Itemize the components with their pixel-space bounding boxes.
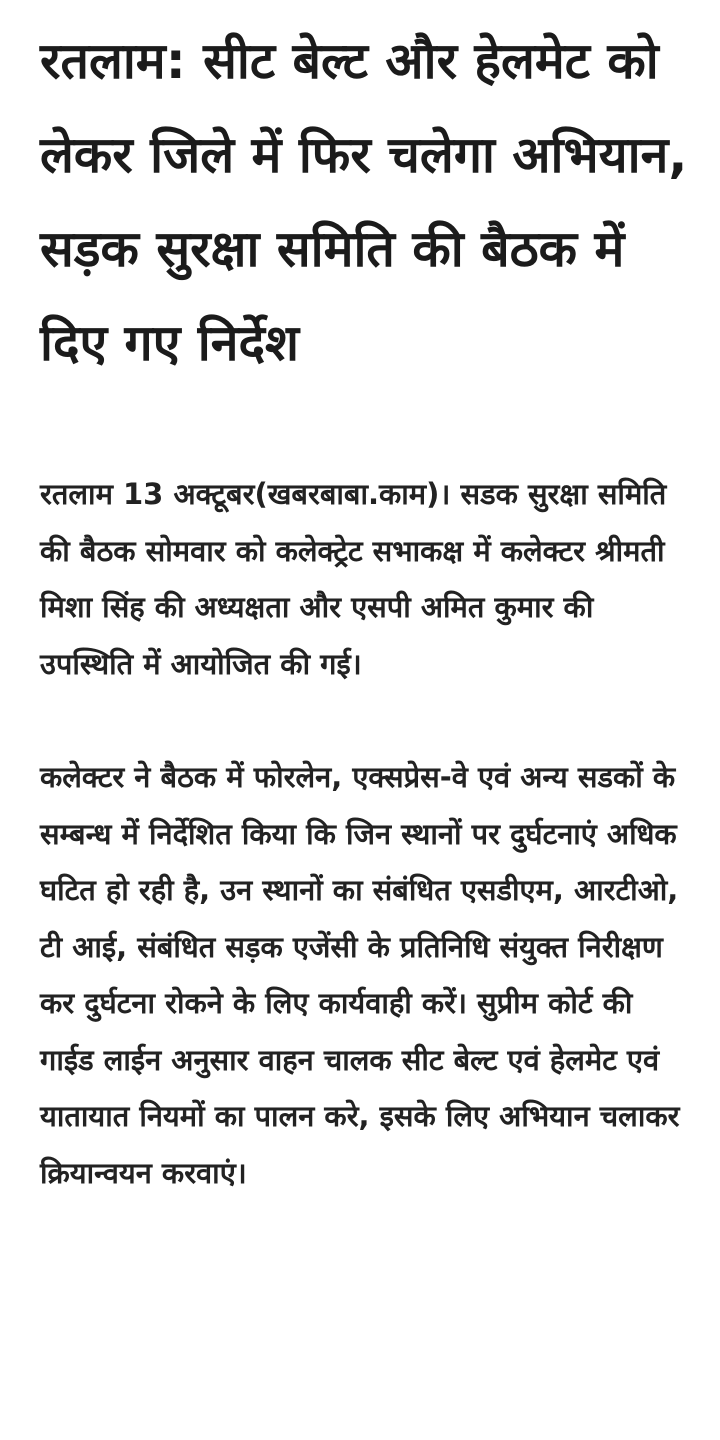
article-paragraph-2: कलेक्टर ने बैठक में फोरलेन, एक्सप्रेस-वे एवं अन्य सडकों के सम्बन्ध में निर्देशित किया कि जिन स्थानों पर दुर्घटनाएं अधिक घटित हो रही है, उन स्थानों का संबंधित एसडीएम, आरटीओ, टी आई, संबंधित सड़क एजेंसी के प्रतिनिधि संयुक्त निरीक्षण कर दुर्घटना रोकने के लिए कार्यवाही करें। सुप्रीम कोर्ट की गाईड लाईन अनुसार वाहन चालक सीट बेल्ट एवं हेलमेट एवं यातायात नियमों का पालन करे, इसके लिए अभियान चलाकर क्रियान्वयन करवाएं।: [40, 760, 680, 1190]
article: [40, 14, 690, 1201]
article-headline: रतलाम: सीट बेल्ट और हेलमेट को लेकर जिले में फिर चलेगा अभियान, सड़क सुरक्षा समिति की बैठक में दिए गए निर्देश: [40, 32, 688, 372]
article-paragraph-1: रतलाम 13 अक्टूबर(खबरबाबा.काम)। सडक सुरक्षा समिति की बैठक सोमवार को कलेक्ट्रेट सभाकक्ष में कलेक्टर श्रीमती मिशा सिंह की अध्यक्षता और एसपी अमित कुमार की उपस्थिति में आयोजित की गई।: [40, 477, 667, 681]
